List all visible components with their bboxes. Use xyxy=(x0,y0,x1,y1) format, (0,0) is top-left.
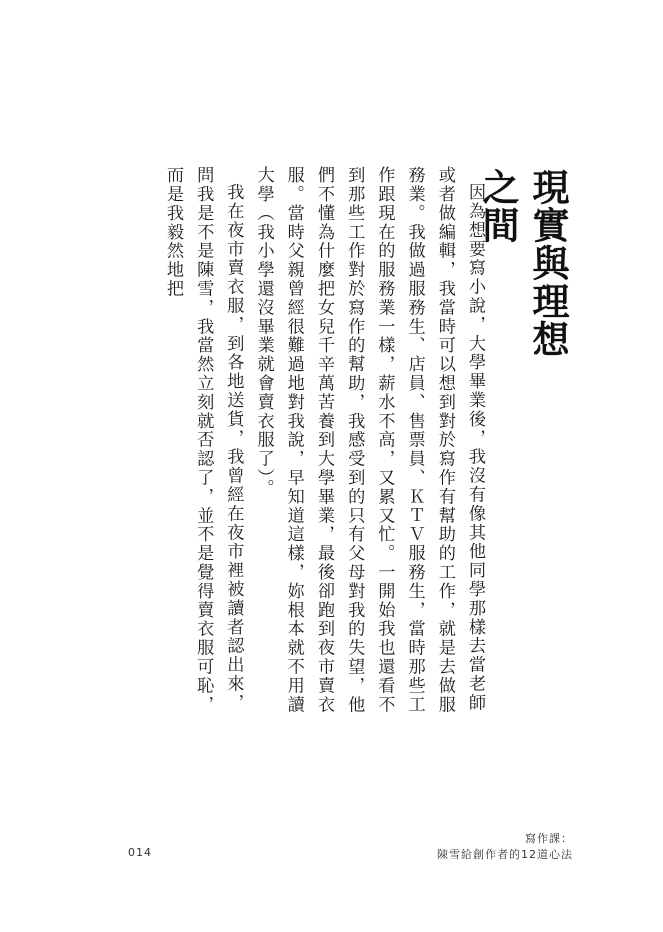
running-head xyxy=(437,831,573,863)
running-head-line-1: 寫作課： xyxy=(525,832,573,845)
paragraph-1: 因為想要寫小說，大學畢業後，我沒有像其他同學那樣去當老師或者做編輯，我當時可以想到對於寫作有幫助的工作，就是去做服務業。我做過服務生、店員、售票員、ＫＴＶ服務生，當時那些工作跟現在的服務業一樣，薪水不高，又累又忙。一開始我也還看不到那些工作對於寫作的幫助，我感受到的只有父母對我的失望，他們不懂為什麼把女兒千辛萬苦養到大學畢業，最後卻跑到夜市賣衣服。當時父親曾經很難過地對我說，早知道這樣，妳根本就不用讀大學（我小學還沒畢業就會賣衣服了）。 xyxy=(253,166,485,715)
body-text xyxy=(128,166,490,718)
chapter-title: 現實與理想之間 xyxy=(476,168,569,358)
page-number: 014 xyxy=(128,846,152,859)
paragraph-2: 我在夜市賣衣服，到各地送貨，我曾經在夜市裡被讀者認出來，問我是不是陳雪，我當然立刻就否認了，並不是覺得賣衣服可恥，而是我毅然地把 xyxy=(162,166,244,715)
running-head-line-2: 陳雪給創作者的12道心法 xyxy=(437,848,573,861)
